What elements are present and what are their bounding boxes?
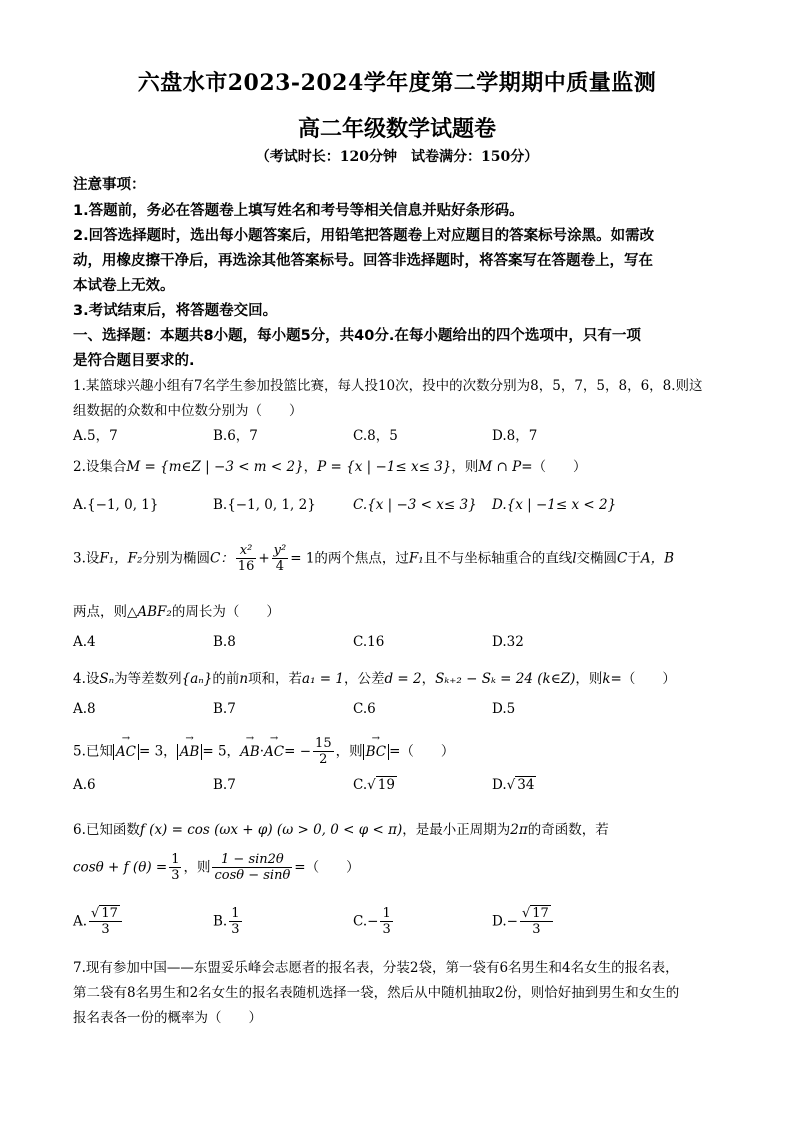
q4-mid1: 为等差数列 [114, 671, 182, 687]
q3-mid4: 交椭圆 [576, 550, 618, 567]
q2-set-m: M = {m∈Z | −3 < m < 2} [126, 459, 304, 475]
q4-suffix: =（ ） [610, 671, 676, 687]
q4-prefix: 4.设 [73, 671, 100, 687]
notes-heading: 注意事项： [73, 177, 146, 193]
note-line-3: 3.考试结束后，将答题卷交回。 [73, 303, 278, 319]
q5-mid: ，则 [335, 743, 363, 760]
q5-eq3: = 3， [138, 743, 177, 760]
q4-mid4: ，公差 [343, 671, 385, 687]
q5-abs-bc [363, 744, 390, 760]
q6-option-b: B. $\frac{1}{3}$ [213, 906, 240, 937]
question-4-text [73, 667, 676, 687]
q5-eq5: = 5， [202, 743, 241, 760]
q5-abs-ac [113, 744, 139, 760]
q3-ellipse-name: C： [209, 550, 234, 567]
question-7-text-cont2: 报名表各一份的概率为（ ） [73, 1010, 262, 1026]
question-2-text [73, 455, 587, 475]
q2-expr: M ∩ P [478, 459, 522, 475]
q3-line-l: l [572, 550, 577, 567]
exam-title: 六盘水市2023-2024学年度第二学期期中质量监测 [137, 70, 657, 96]
q3-ab: A，B [640, 550, 675, 567]
q3-line2-pre: 两点，则 [73, 604, 127, 620]
q4-mid5: ，则 [575, 671, 603, 687]
q2-set-p: P = {x | −1≤ x≤ 3} [317, 459, 452, 475]
q4-d: d = 2 [384, 671, 422, 687]
q5-dot-left: → AB [240, 744, 260, 760]
q3-mid3: 且不与坐标轴重合的直线 [423, 550, 573, 567]
q5-option-a: A.6 [73, 777, 96, 793]
q5-fraction: $\frac{15}{2}$ [315, 736, 332, 767]
q4-a1: a₁ = 1 [302, 671, 344, 687]
q6-function: f (x) = cos (ωx + φ) (ω > 0, 0 < φ < π) [139, 822, 403, 838]
q5-option-c: C.√ 19 [353, 777, 395, 793]
q5-abs-ab [177, 744, 203, 760]
q5-dot-op: · [259, 743, 265, 760]
q2-option-d: D.{x | −1≤ x < 2} [492, 497, 617, 513]
question-3-text-cont [73, 600, 280, 620]
q3-mid1: 分别为椭圆 [142, 550, 210, 567]
q1-option-b: B.6，7 [213, 428, 258, 444]
q2-suffix: =（ ） [521, 459, 587, 475]
q2-prefix: 2.设集合 [73, 459, 127, 475]
q3-option-b: B.8 [213, 634, 236, 650]
q3-fraction-y: $\frac{\text{y²}}{4}$ [273, 543, 287, 574]
q3-mid2: 的两个焦点，过 [314, 550, 409, 567]
q4-sep: ， [421, 671, 436, 687]
question-7-text: 7.现有参加中国——东盟妥乐峰会志愿者的报名表，分装2袋，第一袋有6名男生和4名女生的报名表， [73, 960, 679, 976]
q6-condition: cosθ + f (θ) = [73, 859, 168, 876]
q4-option-b: B.7 [213, 701, 236, 717]
exam-subtitle: 高二年级数学试题卷 [297, 116, 496, 142]
q3-triangle: △ABF₂ [127, 604, 172, 620]
note-line-2a: 2.回答选择题时，选出每小题答案后，用铅笔把答题卷上对应题目的答案标号涂黑。如需改 [73, 228, 655, 244]
q6-mid: ，是最小正周期为 [402, 822, 511, 838]
q2-mid: ，则 [451, 459, 479, 475]
q3-mid5: 于 [627, 550, 641, 567]
q3-fraction-x: $\frac{\text{x²}}{16}$ [237, 543, 255, 574]
q3-plus: + [258, 550, 270, 567]
q4-option-c: C.6 [353, 701, 376, 717]
q5-prefix: 5.已知 [73, 743, 113, 760]
q5-option-b: B.7 [213, 777, 236, 793]
question-7-text-cont: 第二袋有8名男生和2名女生的报名表随机选择一袋，然后从中随机抽取2份，则恰好抽到男生和女生的 [73, 985, 680, 1001]
q4-an: {aₙ} [181, 671, 213, 687]
q1-option-c: C.8，5 [353, 428, 398, 444]
q6-suffix: 的奇函数，若 [527, 822, 609, 838]
question-6-text [73, 818, 609, 838]
note-line-1: 1.答题前，务必在答题卷上填写姓名和考号等相关信息并贴好条形码。 [73, 203, 524, 219]
q2-option-a: A.{−1, 0, 1} [73, 497, 159, 513]
q4-sn: Sₙ [99, 671, 115, 687]
question-6-text-cont [73, 852, 360, 884]
q3-f1: F₁ [408, 550, 424, 567]
q6-line2-mid: ，则 [183, 859, 211, 876]
q3-c: C [617, 550, 628, 567]
q5-dot-eq: = − [284, 743, 312, 760]
q3-foci: F₁，F₂ [99, 550, 143, 567]
q3-option-a: A.4 [73, 634, 96, 650]
q4-k: k [602, 671, 611, 687]
q4-condition: Sₖ₊₂ − Sₖ = 24 (k∈Z) [435, 671, 576, 687]
q3-option-c: C.16 [353, 634, 385, 650]
q3-line2-post: 的周长为（ ） [171, 604, 280, 620]
q6-option-c: C.− $\frac{1}{3}$ [353, 906, 391, 937]
q6-option-d: D.− $\frac{√ 17}{3}$ [492, 906, 555, 938]
q6-fraction-1: $\frac{1}{3}$ [171, 852, 180, 883]
q6-period: 2π [510, 822, 528, 838]
q5-vector-ac: → AC [116, 744, 136, 760]
note-line-2c: 本试卷上无效。 [73, 278, 175, 294]
q2-sep: ， [303, 459, 318, 475]
q5-suffix: =（ ） [389, 743, 455, 760]
q5-vector-ab: → AB [180, 744, 200, 760]
q6-prefix: 6.已知函数 [73, 822, 140, 838]
q4-option-a: A.8 [73, 701, 96, 717]
q5-option-d: D.√ 34 [492, 777, 535, 793]
q4-option-d: D.5 [492, 701, 516, 717]
note-line-2b: 动，用橡皮擦干净后，再选涂其他答案标号。回答非选择题时，将答案写在答题卷上，写在 [73, 253, 653, 269]
q2-option-c: C.{x | −3 < x≤ 3} [353, 497, 477, 513]
section-1-heading-cont: 是符合题目要求的. [73, 353, 195, 369]
q6-fraction-2: $\frac{1 - \sin 2\theta}{\cos\theta - \sin\theta}$ [214, 852, 291, 883]
question-1-text: 1.某篮球兴趣小组有7名学生参加投篮比赛，每人投10次，投中的次数分别为8，5，7，5，8，6，8.则这 [73, 378, 703, 394]
q1-option-d: D.8，7 [492, 428, 538, 444]
q4-n: n [239, 671, 249, 687]
q5-dot-right: → AC [264, 744, 284, 760]
exam-info: （考试时长：120分钟 试卷满分：150分） [255, 149, 539, 165]
question-3-text [73, 543, 674, 575]
q3-prefix: 3.设 [73, 550, 100, 567]
q6-option-a: A. $\frac{√ 17}{3}$ [73, 906, 124, 938]
q3-eq: = 1 [290, 550, 315, 567]
q2-option-b: B.{−1, 0, 1, 2} [213, 497, 316, 513]
q1-option-a: A.5，7 [73, 428, 118, 444]
q4-mid2: 的前 [212, 671, 240, 687]
q6-line2-suffix: =（ ） [294, 859, 360, 876]
question-1-text-cont: 组数据的众数和中位数分别为（ ） [73, 403, 303, 419]
q4-mid3: 项和，若 [248, 671, 303, 687]
section-1-heading: 一、选择题：本题共8小题，每小题5分，共40分.在每小题给出的四个选项中，只有一项 [73, 328, 641, 344]
q3-option-d: D.32 [492, 634, 524, 650]
question-5-text [73, 736, 454, 768]
q5-vector-bc: → BC [366, 744, 387, 760]
